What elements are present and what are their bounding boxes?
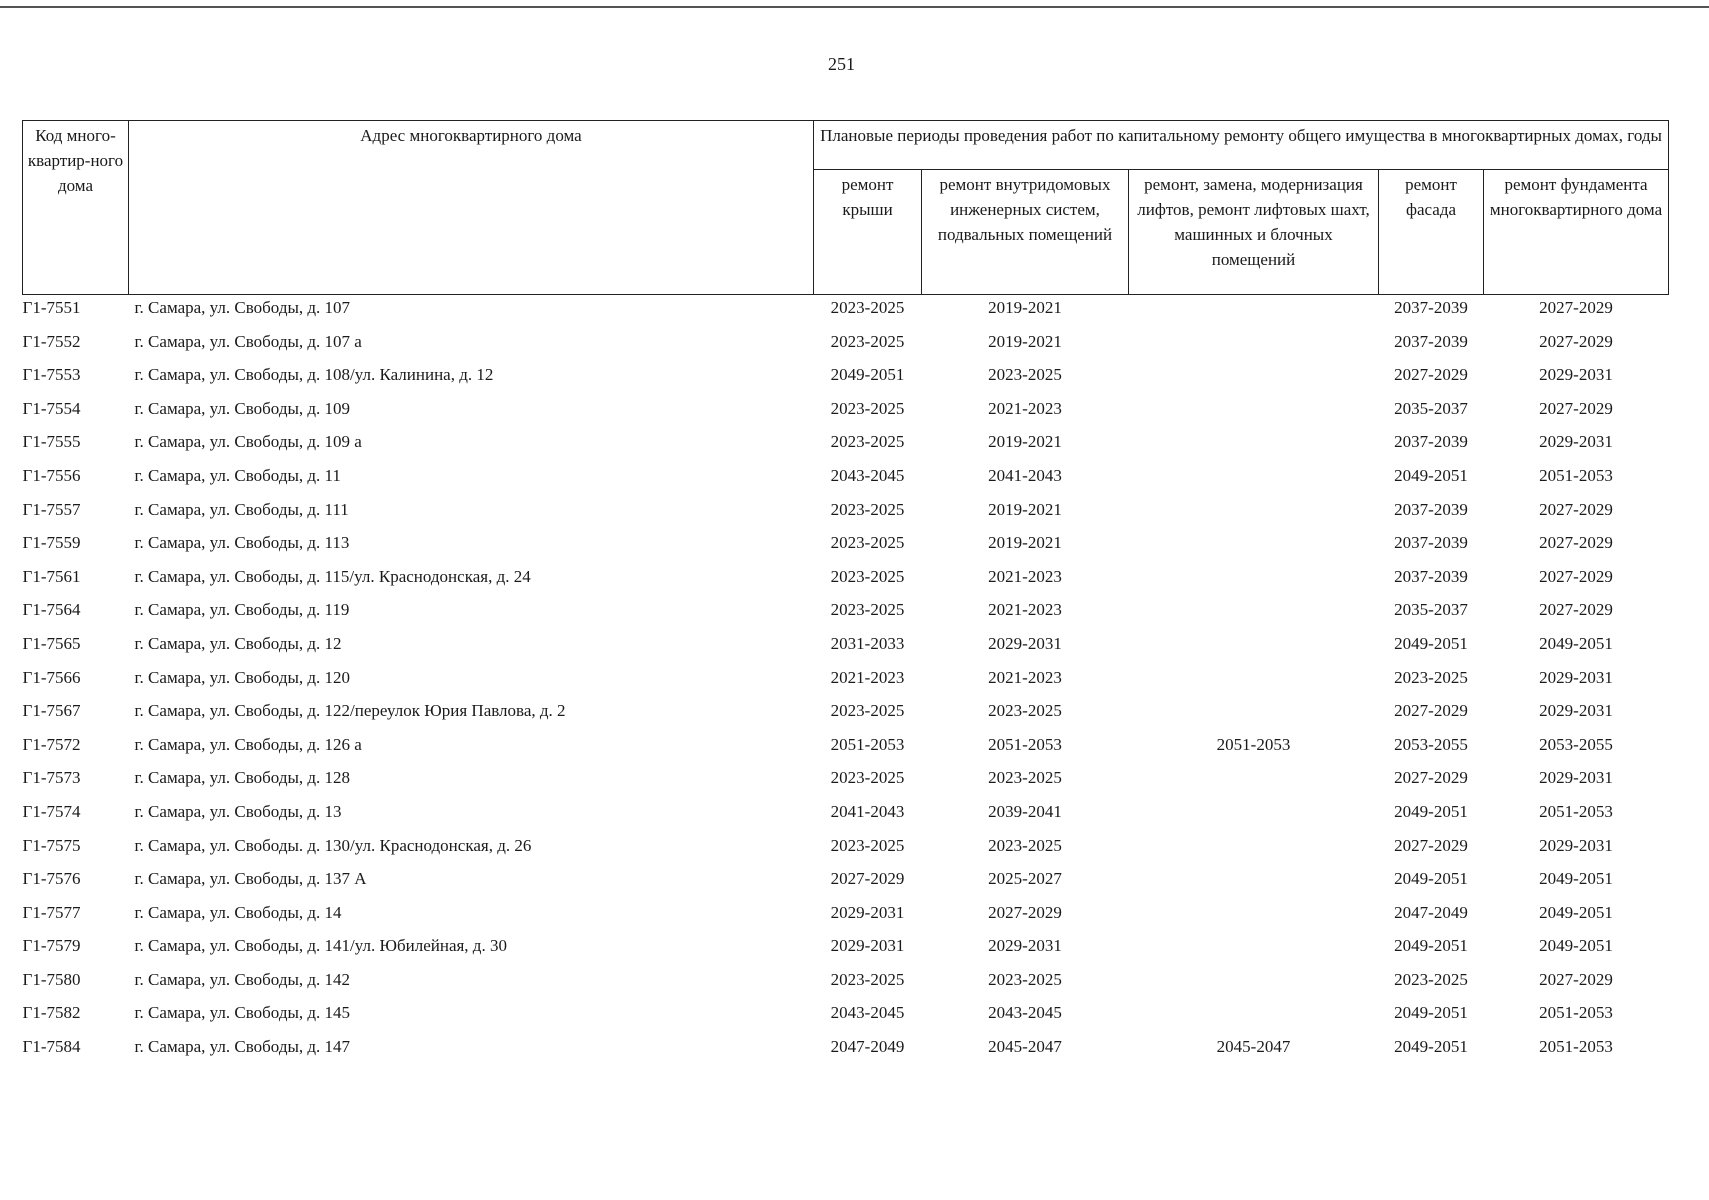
cell-lift	[1129, 799, 1379, 833]
cell-code: Г1-7551	[22, 298, 81, 317]
cell-lift	[1129, 665, 1379, 699]
cell-facade: 2049-2051	[1394, 633, 1468, 653]
cell-roof: 2023-2025	[830, 701, 905, 721]
cell-foundation: 2029-2031	[1539, 768, 1613, 788]
cell-engineering: 2041-2043	[988, 465, 1062, 485]
table-row	[23, 429, 1669, 463]
cell-lift	[1129, 765, 1379, 799]
cell-foundation: 2051-2053	[1539, 465, 1613, 485]
table-header	[23, 121, 1669, 295]
table-row	[23, 362, 1669, 396]
cell-engineering: 2043-2045	[988, 1003, 1062, 1023]
cell-address: г. Самара, ул. Свободы, д. 142	[134, 969, 351, 989]
cell-facade: 2049-2051	[1394, 869, 1468, 889]
table-row	[23, 597, 1669, 631]
cell-facade: 2023-2025	[1394, 667, 1468, 687]
header-engineering: ремонт внутридомовых инженерных систем, подвальных помещений	[922, 170, 1129, 295]
cell-foundation: 2027-2029	[1539, 533, 1613, 553]
cell-roof: 2023-2025	[830, 398, 905, 418]
header-facade: ремонт фасада	[1379, 170, 1484, 295]
cell-facade: 2049-2051	[1394, 801, 1468, 821]
cell-roof: 2027-2029	[830, 869, 905, 889]
cell-code: Г1-7567	[22, 701, 81, 721]
cell-facade: 2035-2037	[1394, 600, 1468, 620]
table-row	[23, 564, 1669, 598]
cell-code: Г1-7559	[22, 533, 81, 553]
cell-lift	[1129, 900, 1379, 934]
cell-roof: 2023-2025	[830, 969, 905, 989]
cell-engineering: 2019-2021	[988, 331, 1062, 351]
table-row	[23, 329, 1669, 363]
cell-address: г. Самара, ул. Свободы, д. 13	[134, 801, 342, 821]
cell-foundation: 2027-2029	[1539, 600, 1613, 620]
cell-facade: 2049-2051	[1394, 465, 1468, 485]
cell-address: г. Самара, ул. Свободы, д. 113	[134, 533, 350, 553]
cell-facade: 2037-2039	[1394, 331, 1468, 351]
header-code: Код много-квартир-ного дома	[23, 121, 129, 295]
cell-code: Г1-7573	[22, 768, 81, 788]
cell-roof: 2043-2045	[830, 465, 905, 485]
cell-facade: 2027-2029	[1394, 768, 1468, 788]
cell-engineering: 2019-2021	[988, 533, 1062, 553]
cell-roof: 2049-2051	[830, 365, 905, 385]
cell-lift	[1129, 497, 1379, 531]
cell-foundation: 2051-2053	[1539, 801, 1613, 821]
cell-code: Г1-7575	[22, 835, 81, 855]
cell-engineering: 2023-2025	[988, 835, 1062, 855]
cell-lift	[1129, 631, 1379, 665]
table-row	[23, 698, 1669, 732]
table-row	[23, 396, 1669, 430]
table-row	[23, 463, 1669, 497]
cell-lift	[1129, 866, 1379, 900]
cell-address: г. Самара, ул. Свободы, д. 111	[134, 499, 349, 519]
cell-code: Г1-7553	[22, 365, 81, 385]
cell-address: г. Самара, ул. Свободы, д. 108/ул. Калинина, д. 12	[134, 365, 494, 385]
cell-foundation: 2049-2051	[1539, 936, 1613, 956]
cell-facade: 2047-2049	[1394, 902, 1468, 922]
cell-lift	[1129, 295, 1379, 329]
table-row	[23, 866, 1669, 900]
table-row	[23, 732, 1669, 766]
cell-code: Г1-7576	[22, 869, 81, 889]
cell-lift	[1129, 967, 1379, 1001]
cell-foundation: 2027-2029	[1539, 331, 1613, 351]
cell-address: г. Самара, ул. Свободы, д. 137 А	[134, 869, 367, 889]
cell-code: Г1-7572	[22, 734, 81, 754]
cell-address: г. Самара, ул. Свободы, д. 107	[134, 298, 351, 317]
table-row	[23, 765, 1669, 799]
cell-facade: 2037-2039	[1394, 298, 1468, 317]
cell-engineering: 2019-2021	[988, 432, 1062, 452]
cell-address: г. Самара, ул. Свободы, д. 107 а	[134, 331, 362, 351]
cell-engineering: 2021-2023	[988, 566, 1062, 586]
cell-engineering: 2023-2025	[988, 701, 1062, 721]
cell-lift	[1129, 396, 1379, 430]
cell-roof: 2051-2053	[830, 734, 905, 754]
cell-roof: 2023-2025	[830, 835, 905, 855]
cell-address: г. Самара, ул. Свободы, д. 145	[134, 1003, 351, 1023]
cell-roof: 2023-2025	[830, 600, 905, 620]
header-periods-group: Плановые периоды проведения работ по капитальному ремонту общего имущества в многоквартирных домах, годы	[814, 121, 1669, 170]
cell-engineering: 2045-2047	[988, 1037, 1062, 1057]
cell-foundation: 2053-2055	[1539, 734, 1613, 754]
table-row	[23, 1034, 1669, 1068]
table-row	[23, 631, 1669, 665]
cell-address: г. Самара, ул. Свободы, д. 122/переулок Юрия Павлова, д. 2	[134, 701, 566, 721]
cell-foundation: 2029-2031	[1539, 667, 1613, 687]
cell-lift	[1129, 329, 1379, 363]
cell-engineering: 2025-2027	[988, 869, 1062, 889]
cell-foundation: 2029-2031	[1539, 835, 1613, 855]
cell-address: г. Самара, ул. Свободы, д. 115/ул. Краснодонская, д. 24	[134, 566, 531, 586]
cell-foundation: 2027-2029	[1539, 298, 1613, 317]
cell-lift: 2051-2053	[1216, 734, 1291, 754]
table-row	[23, 530, 1669, 564]
cell-code: Г1-7574	[22, 801, 81, 821]
cell-engineering: 2019-2021	[988, 499, 1062, 519]
cell-engineering: 2051-2053	[988, 734, 1062, 754]
cell-facade: 2049-2051	[1394, 1037, 1468, 1057]
cell-roof: 2023-2025	[830, 432, 905, 452]
cell-address: г. Самара, ул. Свободы, д. 11	[134, 465, 341, 485]
cell-facade: 2037-2039	[1394, 533, 1468, 553]
table-body	[23, 295, 1669, 1068]
page-number: 251	[828, 54, 855, 74]
cell-roof: 2029-2031	[830, 936, 905, 956]
cell-code: Г1-7555	[22, 432, 81, 452]
cell-lift	[1129, 698, 1379, 732]
cell-code: Г1-7584	[22, 1037, 81, 1057]
cell-lift	[1129, 564, 1379, 598]
table-row	[23, 799, 1669, 833]
cell-lift	[1129, 1000, 1379, 1034]
cell-engineering: 2021-2023	[988, 667, 1062, 687]
cell-lift	[1129, 597, 1379, 631]
cell-foundation: 2049-2051	[1539, 869, 1613, 889]
cell-code: Г1-7552	[22, 331, 81, 351]
cell-foundation: 2049-2051	[1539, 633, 1613, 653]
cell-address: г. Самара, ул. Свободы. д. 130/ул. Краснодонская, д. 26	[134, 835, 532, 855]
table-row	[23, 665, 1669, 699]
header-address: Адрес многоквартирного дома	[129, 121, 814, 295]
table-row	[23, 497, 1669, 531]
cell-engineering: 2039-2041	[988, 801, 1062, 821]
cell-foundation: 2029-2031	[1539, 365, 1613, 385]
cell-roof: 2023-2025	[830, 331, 905, 351]
cell-foundation: 2051-2053	[1539, 1003, 1613, 1023]
cell-foundation: 2029-2031	[1539, 701, 1613, 721]
cell-roof: 2023-2025	[830, 566, 905, 586]
cell-engineering: 2029-2031	[988, 936, 1062, 956]
cell-roof: 2023-2025	[830, 533, 905, 553]
cell-code: Г1-7561	[22, 566, 81, 586]
cell-address: г. Самара, ул. Свободы, д. 14	[134, 902, 342, 922]
cell-facade: 2049-2051	[1394, 936, 1468, 956]
cell-code: Г1-7557	[22, 499, 81, 519]
cell-facade: 2049-2051	[1394, 1003, 1468, 1023]
cell-facade: 2037-2039	[1394, 566, 1468, 586]
table-row	[23, 295, 1669, 329]
cell-facade: 2053-2055	[1394, 734, 1468, 754]
cell-roof: 2023-2025	[830, 298, 905, 317]
table-row	[23, 900, 1669, 934]
cell-lift	[1129, 463, 1379, 497]
cell-roof: 2023-2025	[830, 768, 905, 788]
cell-engineering: 2027-2029	[988, 902, 1062, 922]
cell-roof: 2023-2025	[830, 499, 905, 519]
cell-engineering: 2021-2023	[988, 600, 1062, 620]
cell-facade: 2027-2029	[1394, 365, 1468, 385]
table-row	[23, 967, 1669, 1001]
cell-facade: 2027-2029	[1394, 835, 1468, 855]
cell-lift	[1129, 362, 1379, 396]
cell-engineering: 2023-2025	[988, 768, 1062, 788]
cell-roof: 2021-2023	[830, 667, 905, 687]
cell-roof: 2029-2031	[830, 902, 905, 922]
cell-roof: 2031-2033	[830, 633, 905, 653]
cell-address: г. Самара, ул. Свободы, д. 120	[134, 667, 351, 687]
cell-facade: 2023-2025	[1394, 969, 1468, 989]
cell-foundation: 2029-2031	[1539, 432, 1613, 452]
cell-engineering: 2021-2023	[988, 398, 1062, 418]
cell-lift: 2045-2047	[1216, 1037, 1291, 1057]
cell-engineering: 2029-2031	[988, 633, 1062, 653]
cell-engineering: 2019-2021	[988, 298, 1062, 317]
cell-foundation: 2049-2051	[1539, 902, 1613, 922]
cell-foundation: 2027-2029	[1539, 566, 1613, 586]
cell-foundation: 2027-2029	[1539, 499, 1613, 519]
cell-facade: 2035-2037	[1394, 398, 1468, 418]
cell-facade: 2027-2029	[1394, 701, 1468, 721]
cell-address: г. Самара, ул. Свободы, д. 109	[134, 398, 351, 418]
cell-engineering: 2023-2025	[988, 365, 1062, 385]
header-foundation: ремонт фундамента многоквартирного дома	[1484, 170, 1669, 295]
cell-lift	[1129, 429, 1379, 463]
table-row	[23, 833, 1669, 867]
cell-code: Г1-7582	[22, 1003, 81, 1023]
header-roof: ремонт крыши	[814, 170, 922, 295]
cell-foundation: 2051-2053	[1539, 1037, 1613, 1057]
top-rule	[0, 6, 1709, 8]
cell-roof: 2041-2043	[830, 801, 905, 821]
cell-address: г. Самара, ул. Свободы, д. 126 а	[134, 734, 362, 754]
cell-lift	[1129, 833, 1379, 867]
cell-facade: 2037-2039	[1394, 499, 1468, 519]
cell-engineering: 2023-2025	[988, 969, 1062, 989]
cell-address: г. Самара, ул. Свободы, д. 147	[134, 1037, 351, 1057]
cell-code: Г1-7554	[22, 398, 81, 418]
cell-code: Г1-7556	[22, 465, 81, 485]
table-row	[23, 1000, 1669, 1034]
cell-address: г. Самара, ул. Свободы, д. 128	[134, 768, 351, 788]
cell-code: Г1-7579	[22, 936, 81, 956]
table-row	[23, 933, 1669, 967]
cell-foundation: 2027-2029	[1539, 398, 1613, 418]
cell-roof: 2043-2045	[830, 1003, 905, 1023]
cell-address: г. Самара, ул. Свободы, д. 109 а	[134, 432, 362, 452]
cell-address: г. Самара, ул. Свободы, д. 12	[134, 633, 342, 653]
cell-address: г. Самара, ул. Свободы, д. 119	[134, 600, 350, 620]
cell-roof: 2047-2049	[830, 1037, 905, 1057]
cell-lift	[1129, 530, 1379, 564]
cell-facade: 2037-2039	[1394, 432, 1468, 452]
cell-foundation: 2027-2029	[1539, 969, 1613, 989]
cell-lift	[1129, 933, 1379, 967]
cell-code: Г1-7564	[22, 600, 81, 620]
repair-schedule-table	[22, 120, 1669, 1068]
cell-code: Г1-7565	[22, 633, 81, 653]
cell-code: Г1-7580	[22, 969, 81, 989]
cell-code: Г1-7577	[22, 902, 81, 922]
cell-code: Г1-7566	[22, 667, 81, 687]
header-lift: ремонт, замена, модернизация лифтов, ремонт лифтовых шахт, машинных и блочных помещений	[1129, 170, 1379, 295]
cell-address: г. Самара, ул. Свободы, д. 141/ул. Юбилейная, д. 30	[134, 936, 507, 956]
